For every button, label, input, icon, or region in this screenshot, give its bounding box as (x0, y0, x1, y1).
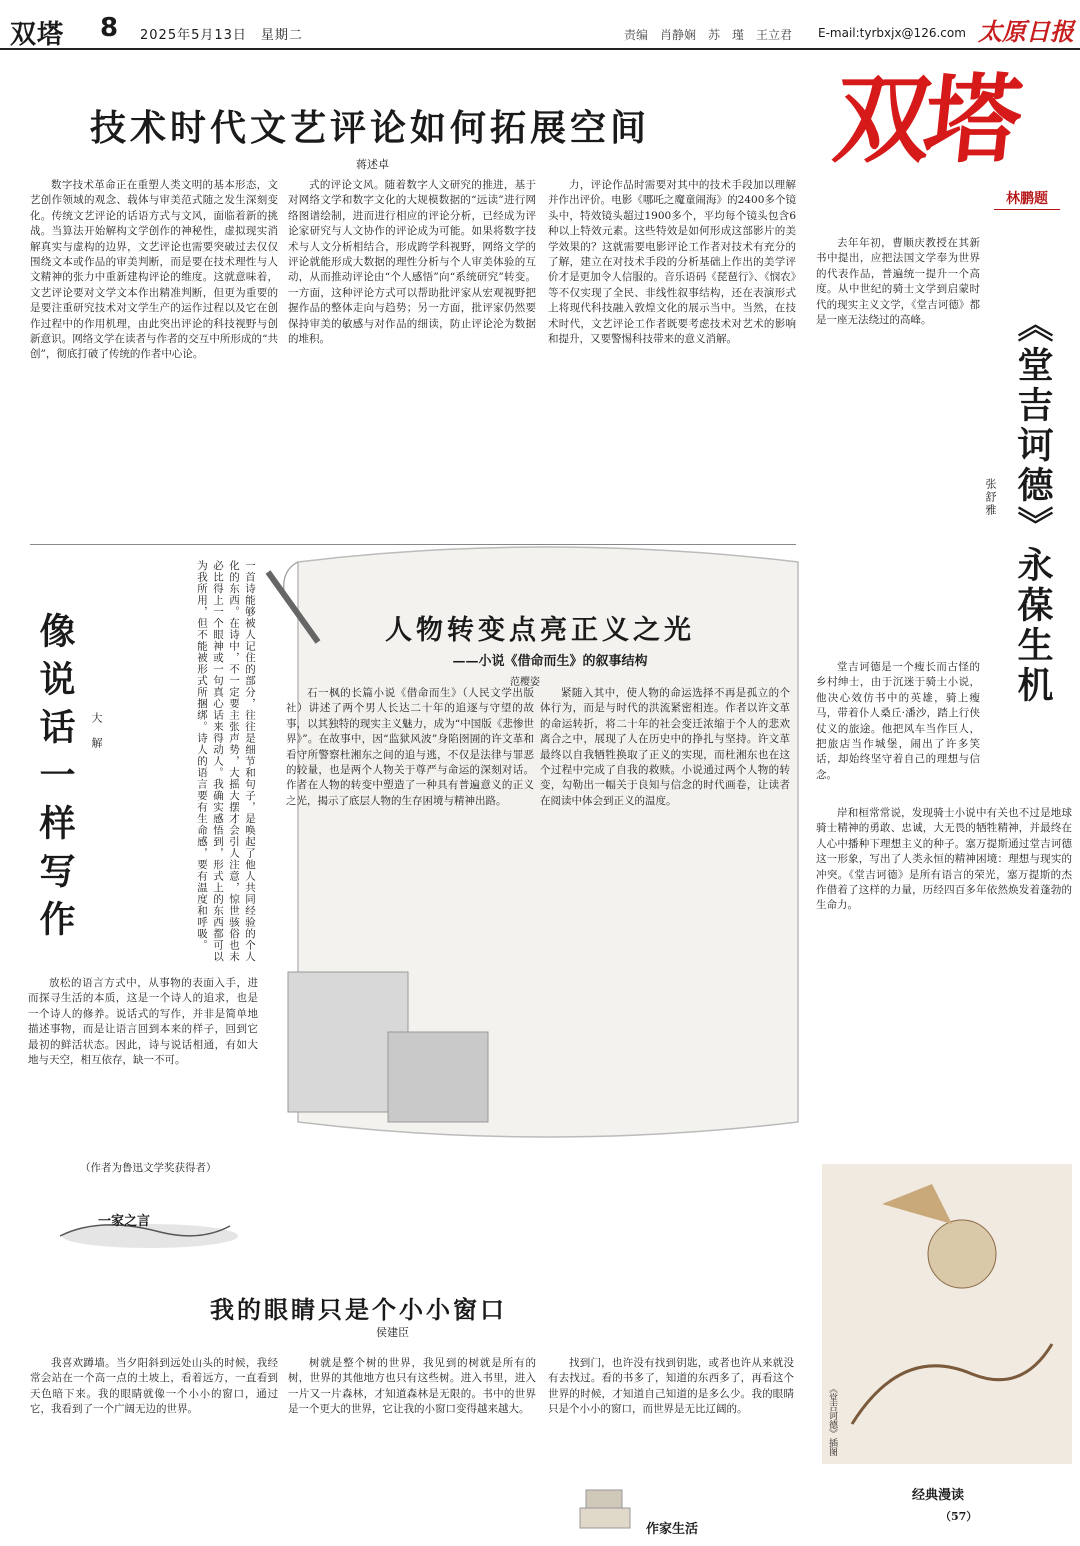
article2-badge: 一家之言 (98, 1214, 151, 1229)
article5-column-2: 树就是整个树的世界，我见到的树就是所有的树，世界的其他地方也只有这些树。进入书里，进入一片又一片森林，才知道森林是无限的。书中的世界是一个更大的世界，它让我的小窗口变得越来越大。 (288, 1357, 536, 1416)
article2-bottom: 放松的语言方式中，从事物的表面入手，进而探寻生活的本质，这是一个诗人的追求，也是一个诗人的修养。说话式的写作，并非是简单地描述事物，而是让语言回到本来的样子，回到它最初的鲜活状态。因此，诗与说话相通，有如大地与天空，相互依存，缺一不可。 (28, 977, 258, 1067)
article1-column-1: 数字技术革命正在重塑人类文明的基本形态，文艺创作领域的观念、载体与审美范式随之发生深刻变化。传统文艺评论的话语方式与文风，面临着新的挑战。当算法开始解构文学创作的神秘性，虚拟现实消解真实与虚构的边界，文艺评论也需要突破过去仅仅围绕文本或作品的审美判断，而是要在技术理性与人文精神的张力中重新建构评论的维度。这就意味着，文艺评论要对文学文本作出精准判断，但更为重要的是要注重研究技术对文学生产的运作过程以及它在创作过程中的作用机理，由此突出评论的科技视野与创新意识。网络文学在读者与作者的交互中所形成的“共创”，彻底打破了传统的作者中心论。 (30, 179, 278, 361)
article1-column-3: 力，评论作品时需要对其中的技术手段加以理解并作出评价。电影《哪吒之魔童闹海》的2400多个镜头中，特效镜头超过1900多个，平均每个镜头包含6种以上特效元素。这些特效是如何形成这部影片的美学效果的？这就需要电影评论工作者对技术有充分的了解，建立在对技术手段的分析基础上作出的美学评价才是更加令人信服的。音乐语码《琵琶行》、《悯农》等不仅实现了全民、非线性叙事结构，还在表演形式上将现代科技融入敦煌文化的展示当中。当然，在技术时代，文艺评论工作者既要考虑技术对艺术的影响和提升，又要警惕科技带来的意义消解。 (548, 179, 796, 346)
article4-badge: 经典漫读 (912, 1488, 965, 1503)
article2-title: 像说话一样写作 (34, 612, 76, 948)
article3-author: 范樱姿 (510, 677, 540, 688)
contact-email: E-mail:tyrbxjx@126.com (818, 26, 966, 40)
masthead-title: 双塔 (828, 63, 1021, 176)
article1-title: 技术时代文艺评论如何拓展空间 (90, 107, 651, 149)
newspaper-logo: 太原日报 (978, 17, 1074, 46)
article5-column-3: 找到门，也许没有找到钥匙，或者也许从来就没有去找过。看的书多了，知道的东西多了，再看这个世界的时候，才知道自己知道的是多么少。我的眼睛只是个小小的窗口，而世界是无比辽阔的。 (548, 1357, 794, 1416)
don-quixote-illustration (822, 1164, 1072, 1464)
article4-title: 《堂吉诃德》永葆生机 (1012, 306, 1054, 706)
article2-note: （作者为鲁迅文学奖获得者） (80, 1162, 217, 1174)
issue-date: 2025年5月13日 星期二 (140, 28, 303, 43)
article4-author: 张舒雅 (984, 478, 997, 517)
page-header (0, 0, 1080, 50)
article3-title: 人物转变点亮正义之光 (385, 615, 695, 646)
page-number: 8 (100, 13, 119, 43)
masthead-seal: 林鹏题 (994, 188, 1060, 210)
section-name: 双塔 (10, 20, 65, 50)
article1-column-2: 式的评论文风。随着数字人文研究的推进，基于对网络文学和数字文化的大规模数据的“远读”进行网络图谱绘制，进而进行相应的评论分析，已经成为评论家研究与人文协作的评论成为可能。如果将数字技术与人文分析相结合，形成跨学科视野，网络文学的评论就能形成大数据的理性分析与个人审美体验的互动，从而推动评论由“个人感悟”向“系统研究”转变。一方面，这种评论方式可以帮助批评家从宏观视野把握作品的整体走向与趋势；另一方面，批评家仍然要保持审美的敏感与对作品的细读，防止评论沦为数据的堆积。 (288, 179, 536, 346)
article3-column-1: 石一枫的长篇小说《借命而生》（人民文学出版社）讲述了两个男人长达二十年的追逐与守望的故事，以其独特的现实主义魅力，成为“中国版《悲惨世界》”。在故事中，因“监狱风波”身陷囹圄的许文革和看守所警察杜湘东之间的追与逃，不仅是法律与罪恶的较量，也是两个人物关于尊严与命运的深刻对话。作者在人物的转变中塑造了一种具有普遍意义的正义之光，揭示了底层人物的生存困境与精神出路。 (286, 687, 534, 807)
article2-author: 大解 (90, 712, 103, 762)
article4-column-1: 去年年初，曹顺庆教授在其新书中提出，应把法国文学奉为世界的代表作品，普遍统一提升一个高度。从中世纪的骑士文学到启蒙时代的现实主义文学，《堂吉诃德》都是一座无法绕过的高峰。 (816, 237, 980, 327)
article3-column-2: 紧随入其中，使人物的命运选择不再是孤立的个体行为，而是与时代的洪流紧密相连。作者以许文革的命运转折，将二十年的社会变迁浓缩于个人的悲欢离合之中，展现了人在历史中的挣扎与坚持。许文革最终以自我牺牲换取了正义的实现，而杜湘东也在这个过程中完成了自我的救赎。小说通过两个人物的转变，勾勒出一幅关于良知与信念的时代画卷，让读者在阅读中体会到正义的温度。 (540, 687, 790, 807)
article4-badge-number: （57） (940, 1510, 978, 1523)
article5-badge: 作家生活 (646, 1522, 699, 1537)
article5-title: 我的眼睛只是个小小窗口 (210, 1295, 507, 1324)
article5-author: 侯建臣 (376, 1326, 409, 1339)
article4-column-2: 堂吉诃德是一个瘦长而古怪的乡村绅士，由于沉迷于骑士小说，他决心效仿书中的英雄，骑上瘦马，带着仆人桑丘·潘沙，踏上行侠仗义的旅途。他把风车当作巨人，把旅店当作城堡，闹出了许多笑话，却始终坚守着自己的理想与信念。 (816, 661, 980, 781)
article3-subtitle: ——小说《借命而生》的叙事结构 (452, 654, 648, 669)
editors: 责编 肖静娴 苏 瑾 王立君 (624, 28, 793, 42)
article4-caption: 《堂吉诃德》插图 (827, 1384, 837, 1456)
article4-column-3: 岸和桓常常说，发现骑士小说中有关也不过是地球骑士精神的勇敢、忠诚，大无畏的牺牲精神，并最终在人心中播种下理想主义的种子。塞万提斯通过堂吉诃德这一形象，写出了人类永恒的精神困境：理想与现实的冲突。《堂吉诃德》是所有语言的荣光，塞万提斯的杰作借着了这样的力量，历经四百多年依然焕发着蓬勃的生命力。 (816, 807, 1072, 912)
article5-column-1: 我喜欢蹲墙。当夕阳斜到远处山头的时候，我经常会站在一个高一点的土坡上，看着远方，一直看到天色暗下来。我的眼睛就像一个小小的窗口，通过它，我看到了一个广阔无边的世界。 (30, 1357, 278, 1416)
article2-body: 一首诗能够被人记住的部分，往往是细节和句子，是唤起了他人共同经验的个人化的东西。在诗中，不一定要主张声势，大摇大摆才会引人注意，惊世骇俗也未必比得上一个眼神或一句真心话来得动人。我确实感悟到，形式上的东西都可以为我所用，但不能被形式所捆绑。诗人的语言要有生命感，要有温度和呼吸。 (196, 560, 256, 963)
article1-author: 蒋述卓 (356, 158, 389, 171)
